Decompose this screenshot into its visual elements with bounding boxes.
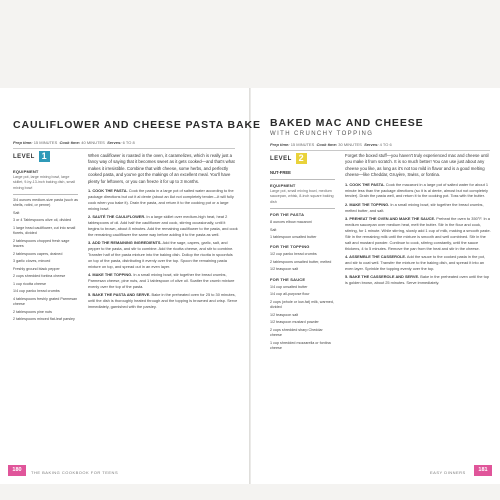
step-text: In a large skillet over medium-high heat, heat 2 tablespoons of oil. Add half the cauliflower and cook, stirring occasionally, until it begins to brown, about 8 minutes. Add the remaining cauliflower to the pasta, and cook the remaining cauliflower the same way before adding it to the pasta as well. (88, 214, 238, 237)
book-spine (249, 88, 251, 484)
step-heading: 1. COOK THE PASTA. (88, 188, 128, 194)
step-heading: 3. ADD THE REMAINING INGREDIENTS. (88, 240, 162, 246)
ingredient-item: 1/2 teaspoon mustard powder (270, 320, 319, 325)
right-footer: EASY DINNERS (430, 470, 466, 475)
left-equipment-note: Large pot, large mixing bowl, large skillet, 9-by-13-inch baking dish, small mixing bowl (13, 174, 76, 190)
right-pasta-head: FOR THE PASTA (270, 211, 305, 217)
left-steps (88, 188, 238, 310)
step-heading: 2. MAKE THE TOPPING. (345, 201, 390, 207)
left-level-badge: 1 (39, 151, 50, 162)
right-serves-value: 4 TO 6 (379, 142, 392, 147)
left-body (88, 153, 238, 312)
right-sidebar-rule-2 (270, 208, 335, 209)
step-heading: 4. ASSEMBLE THE CASSEROLE. (345, 253, 407, 259)
left-prep-value: 15 MINUTES (33, 140, 58, 145)
ingredient-item: 1 tablespoon unsalted butter (270, 235, 317, 240)
ingredient-item: 1 cup ricotta cheese (13, 281, 47, 286)
recipe-step (345, 182, 491, 200)
right-page-number: 181 (474, 465, 492, 476)
right-prep-value: 15 MINUTES (290, 142, 315, 147)
right-divider (270, 150, 490, 151)
right-topping-list (270, 252, 335, 272)
ingredient-item: 2 cups shredded sharp Cheddar cheese (270, 327, 323, 338)
ingredient-item: 1 cup shredded mozzarella or fontina cheese (270, 340, 331, 351)
ingredient-item: 2 cups shredded fontina cheese (13, 274, 66, 279)
recipe-step (88, 188, 238, 211)
left-divider (13, 148, 235, 149)
ingredient-item: 2 tablespoons minced flat-leaf parsley (13, 317, 75, 322)
right-equipment-label: EQUIPMENT (270, 183, 296, 189)
right-serves-label: Serves: (364, 142, 379, 147)
right-body (345, 153, 491, 288)
left-serves-label: Serves: (107, 140, 122, 145)
step-text: In a small mixing bowl, stir together the bread crumbs, melted butter, and salt. (345, 201, 484, 213)
recipe-step (88, 240, 238, 269)
step-heading: 3. PREHEAT THE OVEN AND MAKE THE SAUCE. (345, 216, 436, 222)
right-sauce-list (270, 285, 335, 352)
right-level (270, 153, 307, 164)
ingredient-item: 1/4 cup panko bread crumbs (13, 289, 60, 294)
left-intro: When cauliflower is roasted in the oven, it caramelizes, which is really just a fancy way of saying that it becomes sweet as it gets cooked—and that's what makes it irresistible. Combine that with cheese, some herbs, and perfectly cooked pasta, and you've got the makings of an excellent meal. You'll have plenty for leftovers, or you can freeze it for up to 3 months. (88, 153, 235, 184)
ingredient-item: Salt (270, 227, 277, 232)
ingredient-item: Freshly ground black pepper (13, 266, 60, 271)
ingredient-item: 8 ounces elbow macaroni (270, 219, 312, 224)
ingredient-item: 2 tablespoons chopped fresh sage leaves (13, 238, 70, 249)
left-prep-label: Prep time: (13, 140, 33, 145)
ingredient-item: 4 tablespoons freshly grated Parmesan cheese (13, 296, 78, 307)
right-topping-head: FOR THE TOPPING (270, 244, 310, 250)
left-sidebar-rule (13, 194, 78, 195)
right-cook-value: 30 MINUTES (338, 142, 362, 147)
ingredient-item: 2 tablespoons pine nuts (13, 309, 52, 314)
right-prep-label: Prep time: (270, 142, 290, 147)
left-recipe-title: CAULIFLOWER AND CHEESE PASTA BAKE (13, 119, 261, 131)
ingredient-item: 3 or 4 Tablespoons olive oil, divided (13, 218, 72, 223)
left-equipment-label: EQUIPMENT (13, 169, 39, 174)
left-ingredients-list (13, 198, 78, 323)
right-recipe-title: BAKED MAC AND CHEESE (270, 117, 424, 129)
right-steps (345, 182, 491, 286)
ingredient-item: 1/4 cup all-purpose flour (270, 292, 310, 297)
step-heading: 4. MAKE THE TOPPING. (88, 272, 133, 278)
right-recipe-subtitle: WITH CRUNCHY TOPPING (270, 131, 374, 137)
step-heading: 5. BAKE THE CASSEROLE AND SERVE. (345, 274, 420, 280)
step-text: Cook the pasta in a large pot of salted water according to the package directions but cut it al dente (about an 8ut not completely tender—it will fully cook when you bake it). Drain the pasta, and return it to the cooking pot or a large mixing bowl. (88, 188, 234, 211)
recipe-step (345, 254, 491, 272)
ingredient-item: 1/4 cup unsalted butter (270, 284, 308, 289)
right-cook-label: Cook time: (316, 142, 338, 147)
ingredient-item: Salt (13, 210, 20, 215)
recipe-step (345, 274, 491, 286)
left-times (13, 140, 135, 145)
step-text: Add the sauce to the cooked pasta in the pot, and stir to coat well. Transfer the mixture to the baking dish, and spread it into an even layer. Sprinkle the topping evenly over the top. (345, 253, 486, 271)
ingredient-item: 2 tablespoons capers, drained (13, 251, 63, 256)
right-sauce-head: FOR THE SAUCE (270, 276, 306, 282)
step-heading: 2. SAUTÉ THE CAULIFLOWER. (88, 214, 146, 220)
left-cook-label: Cook time: (59, 140, 81, 145)
right-times (270, 142, 392, 147)
step-text: Preheat the oven to 350°F. In a medium saucepan over medium heat, melt the butter. Stir in the flour and cook, stirring, for 1 minute. While stirring, slowly add 1 cup of milk, making a smooth paste. Stir in the remaining milk until the mixture is smooth and well combined. Stir in the salt and mustard powder. Continue to cook, stirring constantly, until the sauce thickens, 4 to 5 minutes. Remove the pan from the heat and stir in the cheese. (345, 216, 491, 251)
recipe-step (345, 216, 491, 251)
right-equipment-note: Large pot, small mixing bowl, medium saucepan, whisk, 8-inch square baking dish (270, 188, 334, 204)
step-text: Cook the macaroni in a large pot of salted water for about 1 minute less than the package directions (so it is al dente, almost but not completely tender). Drain the pasta well, and return it to the cooking pot. Toss with the butter. (345, 181, 489, 199)
right-level-badge: 2 (296, 153, 307, 164)
left-serves-value: 6 TO 8 (122, 140, 135, 145)
ingredient-item: 3 garlic cloves, minced (13, 259, 51, 264)
left-page-number: 180 (8, 465, 26, 476)
recipe-step (345, 202, 491, 214)
left-level (13, 151, 50, 162)
recipe-step (88, 292, 238, 310)
ingredient-item: 1/2 teaspoon salt (270, 267, 299, 272)
right-pasta-list (270, 220, 335, 240)
step-text: In a small mixing bowl, stir together the bread crumbs, Parmesan cheese, pine nuts, and 1 tablespoon of olive oil. Scatter the crumb mixture evenly over the top of the pasta. (88, 272, 235, 289)
ingredient-item: 1/2 cup panko bread crumbs (270, 252, 317, 257)
ingredient-item: 1/2 teaspoon salt (270, 312, 299, 317)
right-sidebar-rule-1 (270, 179, 335, 180)
step-text: Bake in the preheated oven for 25 to 30 minutes, until the dish is thoroughly heated through and the topping is browned and crisp. Serve immediately, garnished with the parsley. (88, 292, 238, 310)
recipe-step (88, 214, 238, 237)
recipe-step (88, 272, 238, 290)
ingredient-item: 2 tablespoons unsalted butter, melted (270, 259, 332, 264)
left-footer: THE BAKING COOKBOOK FOR TEENS (31, 470, 119, 475)
right-level-label: LEVEL (270, 156, 292, 163)
left-cook-value: 40 MINUTES (81, 140, 105, 145)
right-sidebar (270, 168, 335, 352)
right-intro: Forget the boxed stuff—you haven't truly experienced mac and cheese until you make it from scratch. It is so much better! You can use just about any cheese you like, as long as it's not too mild in flavor and is a good melting cheese—like Cheddar, Gruyère, Swiss, or fontina. (345, 153, 489, 178)
right-nut-free: NUT-FREE (270, 170, 291, 175)
ingredient-item: 2 cups (whole or low-fat) milk, warmed, divided (270, 299, 334, 310)
step-text: Add the sage, capers, garlic, salt, and pepper to the pasta, and stir to combine. Add the ricotta cheese, and stir to combine. Transfer half of the pasta mixture into the baking dish. Dollop the ricotta in spoonfuls on top of the pasta, distributing it evenly over the top. Spoon the remaining pasta mixture on top, and spread out in an even layer. (88, 240, 234, 269)
left-level-label: LEVEL (13, 154, 35, 161)
step-heading: 5. BAKE THE PASTA AND SERVE. (88, 292, 151, 298)
left-sidebar (13, 166, 78, 323)
step-heading: 1. COOK THE PASTA. (345, 181, 385, 187)
ingredient-item: 1 large head cauliflower, cut into small florets, divided (13, 225, 76, 236)
step-text: Bake in the preheated oven until the top is golden brown, about 25 minutes. Serve immediately. (345, 274, 490, 286)
ingredient-item: 3/4 ounces medium-size pasta (such as shells, rotini, or penne) (13, 197, 78, 208)
